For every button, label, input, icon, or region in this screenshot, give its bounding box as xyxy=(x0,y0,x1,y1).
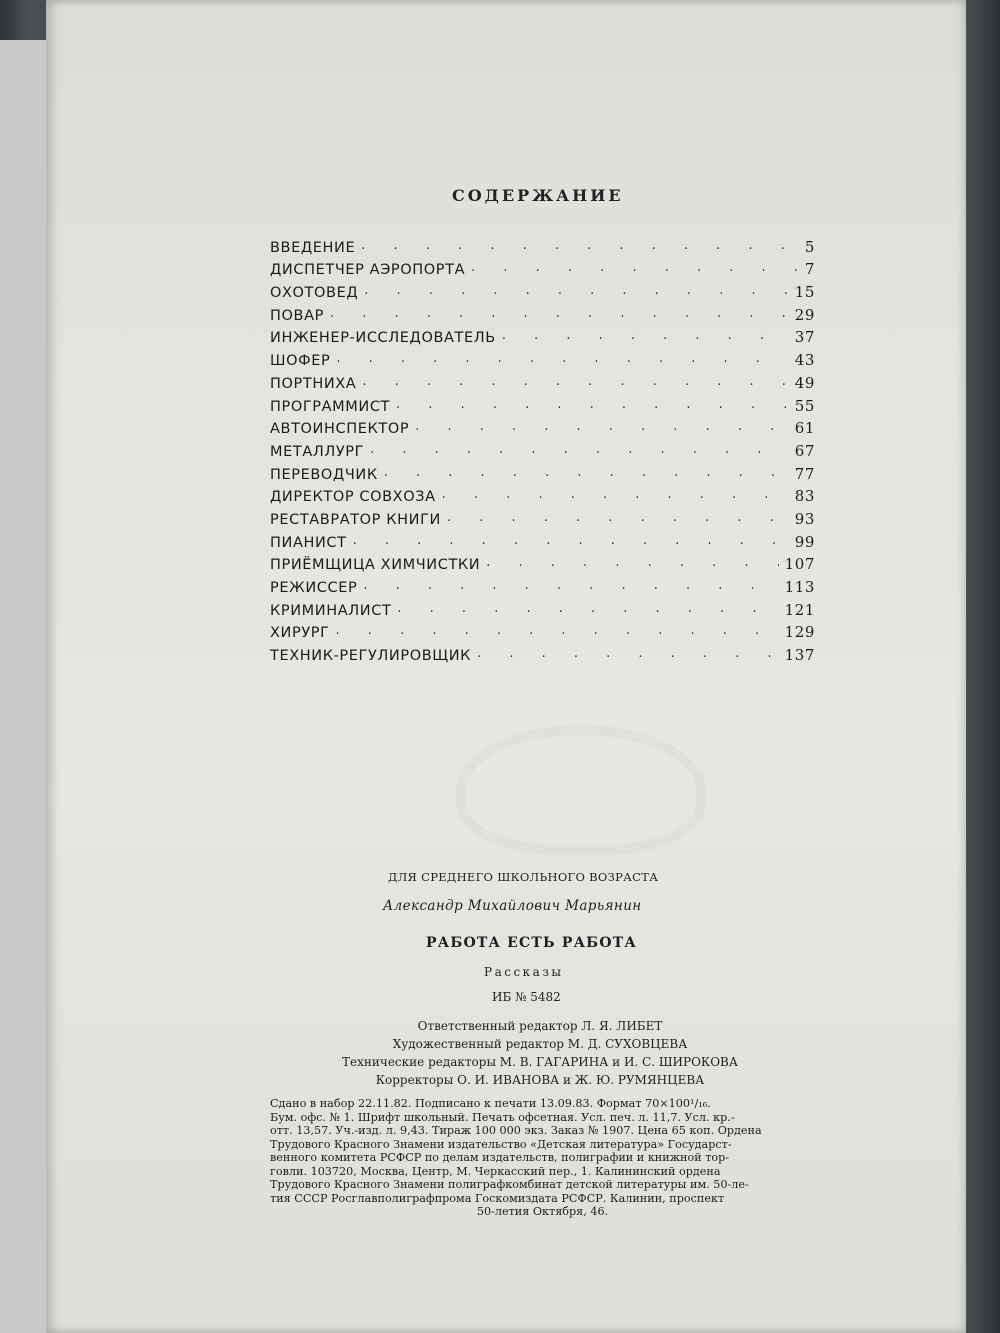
toc-entry xyxy=(270,483,815,506)
colophon-line: Трудового Красного Знамени издательство «Детская литература» Государст- xyxy=(270,1137,732,1151)
toc-entry xyxy=(270,369,815,392)
dot-leader xyxy=(353,533,789,548)
toc-entry-title: ШОФЕР xyxy=(270,353,331,370)
dot-leader xyxy=(361,238,799,253)
genre-label: Рассказы xyxy=(484,965,564,979)
toc-entry-title: ПИАНИСТ xyxy=(270,534,347,551)
toc-entry-title: ПОВАР xyxy=(270,307,324,324)
author-name: Александр Михайлович Марьянин xyxy=(383,898,642,914)
toc-entry xyxy=(270,415,815,438)
toc-entry-page: 121 xyxy=(784,600,815,619)
age-group-label: ДЛЯ СРЕДНЕГО ШКОЛЬНОГО ВОЗРАСТА xyxy=(388,870,659,884)
toc-entry xyxy=(270,619,815,642)
toc-entry-title: ИНЖЕНЕР-ИССЛЕДОВАТЕЛЬ xyxy=(270,330,496,347)
toc-entry-title: ПРИЁМЩИЦА ХИМЧИСТКИ xyxy=(270,557,481,574)
toc-entry-page: 55 xyxy=(794,396,815,415)
toc-entry xyxy=(270,346,815,369)
toc-entry-page: 43 xyxy=(794,351,815,370)
dot-leader xyxy=(471,260,799,275)
dot-leader xyxy=(330,306,789,321)
toc-entry-page: 77 xyxy=(794,464,815,483)
toc-entry-title: ОХОТОВЕД xyxy=(270,285,359,302)
toc-entry-title: ПЕРЕВОДЧИК xyxy=(270,466,378,483)
toc-entry-title: КРИМИНАЛИСТ xyxy=(270,602,392,619)
toc-entry-page: 61 xyxy=(794,419,815,438)
dot-leader xyxy=(502,328,789,343)
toc-entry-title: АВТОИНСПЕКТОР xyxy=(270,421,410,438)
dot-leader xyxy=(442,487,789,502)
toc-entry-page: 137 xyxy=(784,646,815,665)
toc-entry-title: ТЕХНИК-РЕГУЛИРОВЩИК xyxy=(270,648,472,665)
toc-entry-title: ДИСПЕТЧЕР АЭРОПОРТА xyxy=(270,262,466,279)
toc-entry xyxy=(270,505,815,528)
toc-entry-title: ПОРТНИХА xyxy=(270,375,357,392)
right-shadow xyxy=(966,0,1000,1333)
toc-entry-page: 99 xyxy=(794,532,815,551)
dot-leader xyxy=(362,374,788,389)
toc-entry xyxy=(270,460,815,483)
previous-page-edge xyxy=(0,40,47,1333)
toc-entry xyxy=(270,324,815,347)
toc-entry-title: ПРОГРАММИСТ xyxy=(270,398,391,415)
dot-leader xyxy=(336,351,788,366)
toc-entry xyxy=(270,551,815,574)
toc-entry xyxy=(270,301,815,324)
toc-entry-page: 49 xyxy=(794,373,815,392)
dot-leader xyxy=(477,646,778,661)
toc-entry xyxy=(270,256,815,279)
dot-leader xyxy=(447,510,789,525)
toc-entry xyxy=(270,641,815,664)
toc-entry xyxy=(270,437,815,460)
credit-line: Корректоры О. И. ИВАНОВА и Ж. Ю. РУМЯНЦЕВА xyxy=(375,1073,705,1087)
toc-entry-page: 67 xyxy=(794,441,815,460)
colophon-line: отт. 13,57. Уч.-изд. л. 9,43. Тираж 100 000 экз. Заказ № 1907. Цена 65 коп. Ордена xyxy=(270,1124,762,1137)
colophon-line: Бум. офс. № 1. Шрифт школьный. Печать офсетная. Усл. печ. л. 11,7. Усл. кр.- xyxy=(270,1110,735,1124)
dot-leader xyxy=(486,555,778,570)
colophon-line: Сдано в набор 22.11.82. Подписано к печати 13.09.83. Формат 70×100¹/₁₆. xyxy=(270,1097,711,1110)
toc-entry xyxy=(270,392,815,415)
colophon-line: венного комитета РСФСР по делам издательств, полиграфии и книжной тор- xyxy=(270,1151,730,1164)
credit-line: Художественный редактор М. Д. СУХОВЦЕВА xyxy=(392,1037,688,1051)
colophon-line: Трудового Красного Знамени полиграфкомбинат детской литературы им. 50-ле- xyxy=(270,1178,749,1191)
toc-entry xyxy=(270,278,815,301)
toc-entry-page: 93 xyxy=(794,509,815,528)
dot-leader xyxy=(363,578,778,593)
dot-leader xyxy=(384,465,789,480)
dot-leader xyxy=(364,283,788,298)
toc-entry-title: РЕСТАВРАТОР КНИГИ xyxy=(270,511,441,528)
dot-leader xyxy=(396,397,789,412)
toc-entry-page: 129 xyxy=(784,623,815,642)
credit-line: Технические редакторы М. В. ГАГАРИНА и И. С. ШИРОКОВА xyxy=(342,1055,738,1069)
toc-entry-page: 7 xyxy=(804,260,815,279)
colophon xyxy=(270,1097,815,1219)
toc-entry-title: ВВЕДЕНИЕ xyxy=(270,239,356,256)
dot-leader xyxy=(370,442,789,457)
toc-entry xyxy=(270,233,815,256)
toc-entry-title: ХИРУРГ xyxy=(270,625,330,642)
dot-leader xyxy=(397,601,778,616)
toc-entry-title: МЕТАЛЛУРГ xyxy=(270,443,365,460)
colophon-line: тия СССР Росглавполиграфпрома Госкомиздата РСФСР. Калинин, проспект xyxy=(270,1191,725,1205)
toc-entry xyxy=(270,573,815,596)
toc-entry-title: РЕЖИССЕР xyxy=(270,580,358,596)
table-of-contents xyxy=(270,233,815,664)
toc-entry-page: 83 xyxy=(794,487,815,506)
toc-entry-page: 107 xyxy=(784,555,815,574)
toc-entry-page: 5 xyxy=(804,237,815,256)
toc-entry-page: 37 xyxy=(794,328,815,347)
show-through-illustration xyxy=(456,725,706,855)
dot-leader xyxy=(415,419,789,434)
toc-entry xyxy=(270,596,815,619)
ib-number: ИБ № 5482 xyxy=(492,990,561,1004)
dot-leader xyxy=(336,623,779,638)
toc-heading: СОДЕРЖАНИЕ xyxy=(452,186,624,205)
colophon-line: 50-летия Октября, 46. xyxy=(476,1205,609,1218)
credit-line: Ответственный редактор Л. Я. ЛИБЕТ xyxy=(417,1019,663,1033)
toc-entry-page: 15 xyxy=(794,283,815,302)
toc-entry-page: 29 xyxy=(794,305,815,324)
toc-entry xyxy=(270,528,815,551)
toc-entry-title: ДИРЕКТОР СОВХОЗА xyxy=(270,489,436,506)
toc-entry-page: 113 xyxy=(784,578,815,596)
colophon-line: говли. 103720, Москва, Центр, М. Черкасский пер., 1. Калининский ордена xyxy=(270,1164,721,1178)
book-title: РАБОТА ЕСТЬ РАБОТА xyxy=(426,935,637,951)
